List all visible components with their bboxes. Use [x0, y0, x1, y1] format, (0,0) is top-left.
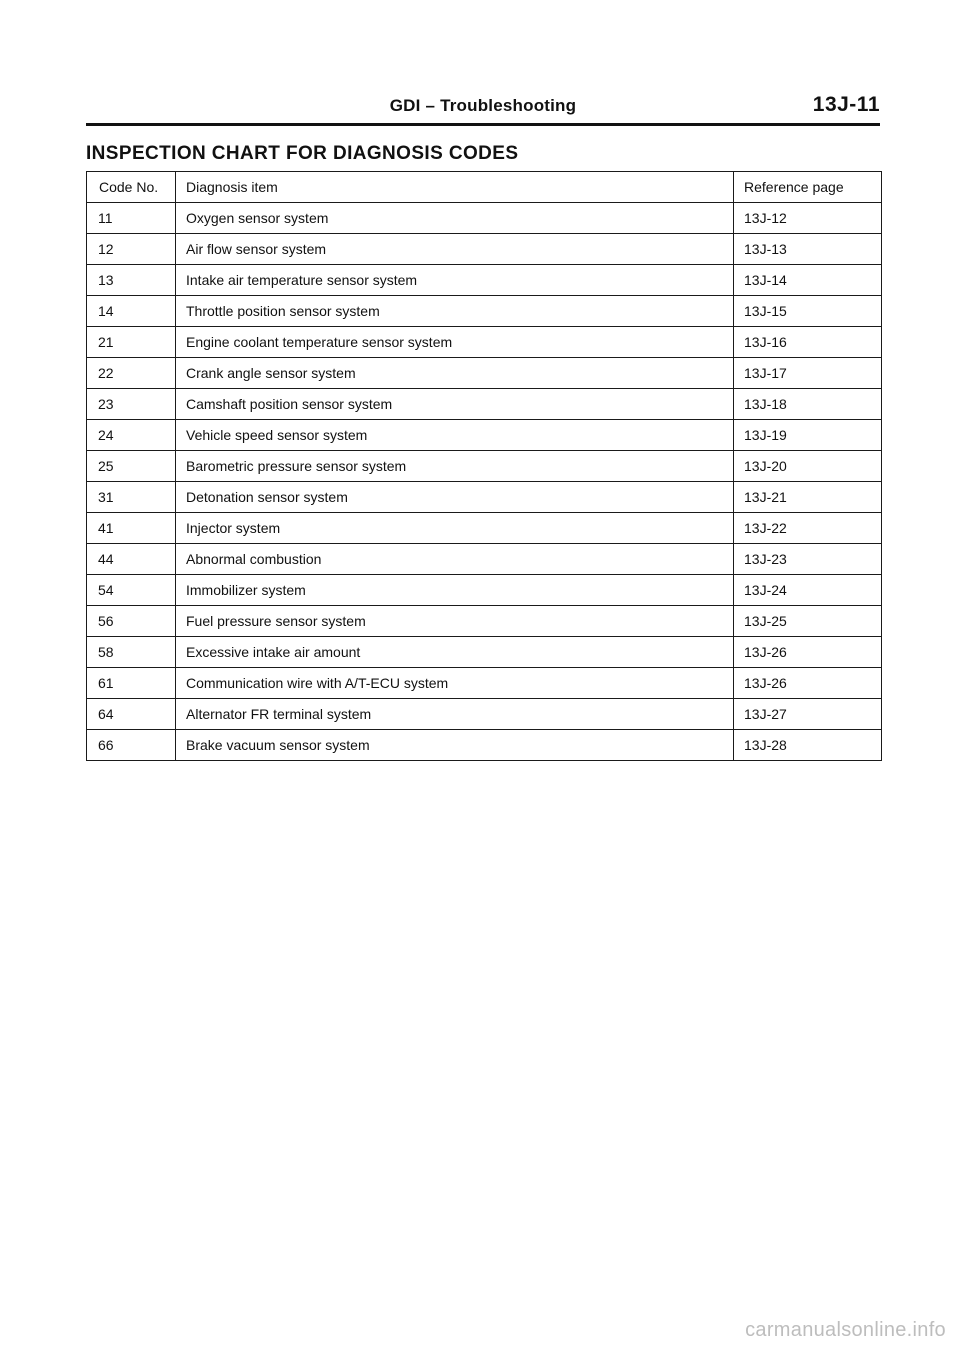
table-row	[87, 513, 882, 544]
diagnosis-item-cell: Vehicle speed sensor system	[176, 420, 734, 451]
table-row	[87, 327, 882, 358]
column-header-diagnosis-item: Diagnosis item	[176, 172, 734, 203]
table-row	[87, 234, 882, 265]
reference-page-cell: 13J-27	[734, 699, 882, 730]
reference-page-cell: 13J-19	[734, 420, 882, 451]
code-cell: 64	[87, 699, 176, 730]
diagnosis-item-cell: Detonation sensor system	[176, 482, 734, 513]
code-cell: 25	[87, 451, 176, 482]
table-row	[87, 699, 882, 730]
code-cell: 41	[87, 513, 176, 544]
table-header-row	[87, 172, 882, 203]
column-header-code: Code No.	[87, 172, 176, 203]
code-cell: 31	[87, 482, 176, 513]
diagnosis-item-cell: Excessive intake air amount	[176, 637, 734, 668]
code-cell: 56	[87, 606, 176, 637]
diagnosis-item-cell: Alternator FR terminal system	[176, 699, 734, 730]
reference-page-cell: 13J-15	[734, 296, 882, 327]
page-header	[86, 93, 880, 120]
code-cell: 54	[87, 575, 176, 606]
table-row	[87, 544, 882, 575]
table-row	[87, 265, 882, 296]
page-number: 13J-11	[812, 93, 880, 116]
code-cell: 44	[87, 544, 176, 575]
header-divider	[86, 123, 880, 126]
code-cell: 13	[87, 265, 176, 296]
table-row	[87, 389, 882, 420]
reference-page-cell: 13J-24	[734, 575, 882, 606]
reference-page-cell: 13J-13	[734, 234, 882, 265]
section-title: INSPECTION CHART FOR DIAGNOSIS CODES	[86, 143, 519, 164]
table-row	[87, 730, 882, 761]
diagnosis-item-cell: Barometric pressure sensor system	[176, 451, 734, 482]
reference-page-cell: 13J-23	[734, 544, 882, 575]
diagnosis-item-cell: Fuel pressure sensor system	[176, 606, 734, 637]
code-cell: 21	[87, 327, 176, 358]
diagnosis-codes-table-container	[86, 171, 881, 761]
diagnosis-item-cell: Abnormal combustion	[176, 544, 734, 575]
diagnosis-item-cell: Brake vacuum sensor system	[176, 730, 734, 761]
diagnosis-item-cell: Immobilizer system	[176, 575, 734, 606]
code-cell: 11	[87, 203, 176, 234]
table-row	[87, 668, 882, 699]
table-row	[87, 451, 882, 482]
reference-page-cell: 13J-21	[734, 482, 882, 513]
reference-page-cell: 13J-14	[734, 265, 882, 296]
reference-page-cell: 13J-28	[734, 730, 882, 761]
page-title: GDI – Troubleshooting	[389, 96, 577, 115]
reference-page-cell: 13J-20	[734, 451, 882, 482]
code-cell: 22	[87, 358, 176, 389]
diagnosis-item-cell: Communication wire with A/T-ECU system	[176, 668, 734, 699]
code-cell: 23	[87, 389, 176, 420]
diagnosis-item-cell: Injector system	[176, 513, 734, 544]
reference-page-cell: 13J-17	[734, 358, 882, 389]
diagnosis-item-cell: Camshaft position sensor system	[176, 389, 734, 420]
code-cell: 58	[87, 637, 176, 668]
diagnosis-item-cell: Engine coolant temperature sensor system	[176, 327, 734, 358]
table-row	[87, 575, 882, 606]
table-row	[87, 296, 882, 327]
reference-page-cell: 13J-12	[734, 203, 882, 234]
diagnosis-item-cell: Intake air temperature sensor system	[176, 265, 734, 296]
reference-page-cell: 13J-26	[734, 668, 882, 699]
reference-page-cell: 13J-16	[734, 327, 882, 358]
diagnosis-item-cell: Oxygen sensor system	[176, 203, 734, 234]
watermark-text: carmanualsonline.info	[745, 1319, 946, 1341]
table-row	[87, 203, 882, 234]
code-cell: 14	[87, 296, 176, 327]
reference-page-cell: 13J-25	[734, 606, 882, 637]
diagnosis-item-cell: Throttle position sensor system	[176, 296, 734, 327]
table-row	[87, 606, 882, 637]
diagnosis-item-cell: Air flow sensor system	[176, 234, 734, 265]
code-cell: 66	[87, 730, 176, 761]
diagnosis-codes-table	[86, 171, 882, 761]
reference-page-cell: 13J-22	[734, 513, 882, 544]
reference-page-cell: 13J-18	[734, 389, 882, 420]
reference-page-cell: 13J-26	[734, 637, 882, 668]
diagnosis-item-cell: Crank angle sensor system	[176, 358, 734, 389]
code-cell: 61	[87, 668, 176, 699]
code-cell: 12	[87, 234, 176, 265]
code-cell: 24	[87, 420, 176, 451]
table-row	[87, 358, 882, 389]
table-row	[87, 482, 882, 513]
table-row	[87, 420, 882, 451]
column-header-reference-page: Reference page	[734, 172, 882, 203]
table-row	[87, 637, 882, 668]
